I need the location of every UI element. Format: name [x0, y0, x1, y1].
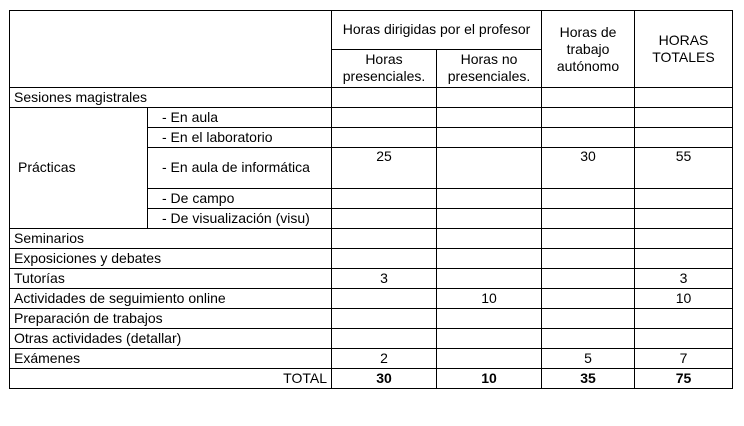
row-label-practicas: Prácticas: [10, 108, 148, 229]
cell-no-presenciales: [437, 328, 542, 348]
cell-no-presenciales: [437, 268, 542, 288]
cell-autonomo: [542, 288, 635, 308]
row-label: Actividades de seguimiento online: [10, 288, 332, 308]
row-label: Preparación de trabajos: [10, 308, 332, 328]
cell-total: [635, 328, 733, 348]
cell-total: 3: [635, 268, 733, 288]
cell-no-presenciales: [437, 188, 542, 208]
cell-autonomo: [542, 88, 635, 108]
cell-total: [635, 208, 733, 228]
cell-no-presenciales: 10: [437, 288, 542, 308]
cell-autonomo: [542, 108, 635, 128]
cell-total: 7: [635, 348, 733, 368]
cell-total: [635, 248, 733, 268]
cell-autonomo: [542, 228, 635, 248]
cell-autonomo: [542, 248, 635, 268]
cell-autonomo: [542, 268, 635, 288]
cell-presenciales: [332, 128, 437, 148]
row-label: Tutorías: [10, 268, 332, 288]
table-row-sesiones: [10, 88, 733, 108]
cell-autonomo: [542, 308, 635, 328]
cell-total: [635, 188, 733, 208]
table-row-otras: [10, 328, 733, 348]
cell-presenciales: [332, 188, 437, 208]
cell-autonomo: [542, 328, 635, 348]
cell-presenciales: 3: [332, 268, 437, 288]
header-group-label: Horas dirigidas por el profesor: [332, 11, 542, 50]
cell-no-presenciales: [437, 148, 542, 188]
table-row-tutorias: [10, 268, 733, 288]
row-label: Sesiones magistrales: [10, 88, 332, 108]
cell-no-presenciales: [437, 108, 542, 128]
cell-autonomo: 5: [542, 348, 635, 368]
table-row-online: [10, 288, 733, 308]
row-label: Exposiciones y debates: [10, 248, 332, 268]
cell-presenciales: [332, 248, 437, 268]
cell-presenciales: [332, 208, 437, 228]
cell-no-presenciales: [437, 348, 542, 368]
cell-autonomo: [542, 188, 635, 208]
row-sublabel: - En el laboratorio: [148, 128, 332, 148]
cell-presenciales: [332, 108, 437, 128]
cell-total: [635, 88, 733, 108]
table-row-preparacion: [10, 308, 733, 328]
table-row-exposiciones: [10, 248, 733, 268]
cell-autonomo: 30: [542, 148, 635, 188]
row-label-total: TOTAL: [10, 368, 332, 388]
header-autonomo: Horas de trabajo autónomo: [542, 11, 635, 88]
cell-no-presenciales: [437, 228, 542, 248]
cell-no-presenciales: [437, 88, 542, 108]
cell-total: [635, 308, 733, 328]
cell-presenciales: [332, 228, 437, 248]
row-sublabel: - En aula: [148, 108, 332, 128]
cell-presenciales: 30: [332, 368, 437, 388]
row-label: Seminarios: [10, 228, 332, 248]
cell-autonomo: [542, 208, 635, 228]
cell-no-presenciales: 10: [437, 368, 542, 388]
table-row-practicas-aula: [10, 108, 733, 128]
table-row-seminarios: [10, 228, 733, 248]
cell-total: [635, 108, 733, 128]
header-presenciales: Horas presenciales.: [332, 49, 437, 88]
cell-no-presenciales: [437, 248, 542, 268]
table-row-total: [10, 368, 733, 388]
cell-no-presenciales: [437, 208, 542, 228]
cell-presenciales: [332, 288, 437, 308]
row-label: Otras actividades (detallar): [10, 328, 332, 348]
header-no-presenciales: Horas no presenciales.: [437, 49, 542, 88]
row-sublabel: - De visualización (visu): [148, 208, 332, 228]
cell-no-presenciales: [437, 308, 542, 328]
cell-total: 75: [635, 368, 733, 388]
table-row-examenes: [10, 348, 733, 368]
cell-presenciales: 2: [332, 348, 437, 368]
row-sublabel: - En aula de informática: [148, 148, 332, 189]
row-sublabel: - De campo: [148, 188, 332, 208]
cell-total: [635, 228, 733, 248]
cell-presenciales: [332, 308, 437, 328]
row-label: Exámenes: [10, 348, 332, 368]
cell-autonomo: 35: [542, 368, 635, 388]
cell-autonomo: [542, 128, 635, 148]
cell-presenciales: [332, 88, 437, 108]
cell-total: 10: [635, 288, 733, 308]
cell-no-presenciales: [437, 128, 542, 148]
header-totales: HORAS TOTALES: [635, 11, 733, 88]
header-empty-cell: [10, 11, 332, 88]
cell-presenciales: 25: [332, 148, 437, 188]
hours-table: [9, 10, 733, 389]
cell-total: [635, 128, 733, 148]
cell-presenciales: [332, 328, 437, 348]
cell-total: 55: [635, 148, 733, 188]
